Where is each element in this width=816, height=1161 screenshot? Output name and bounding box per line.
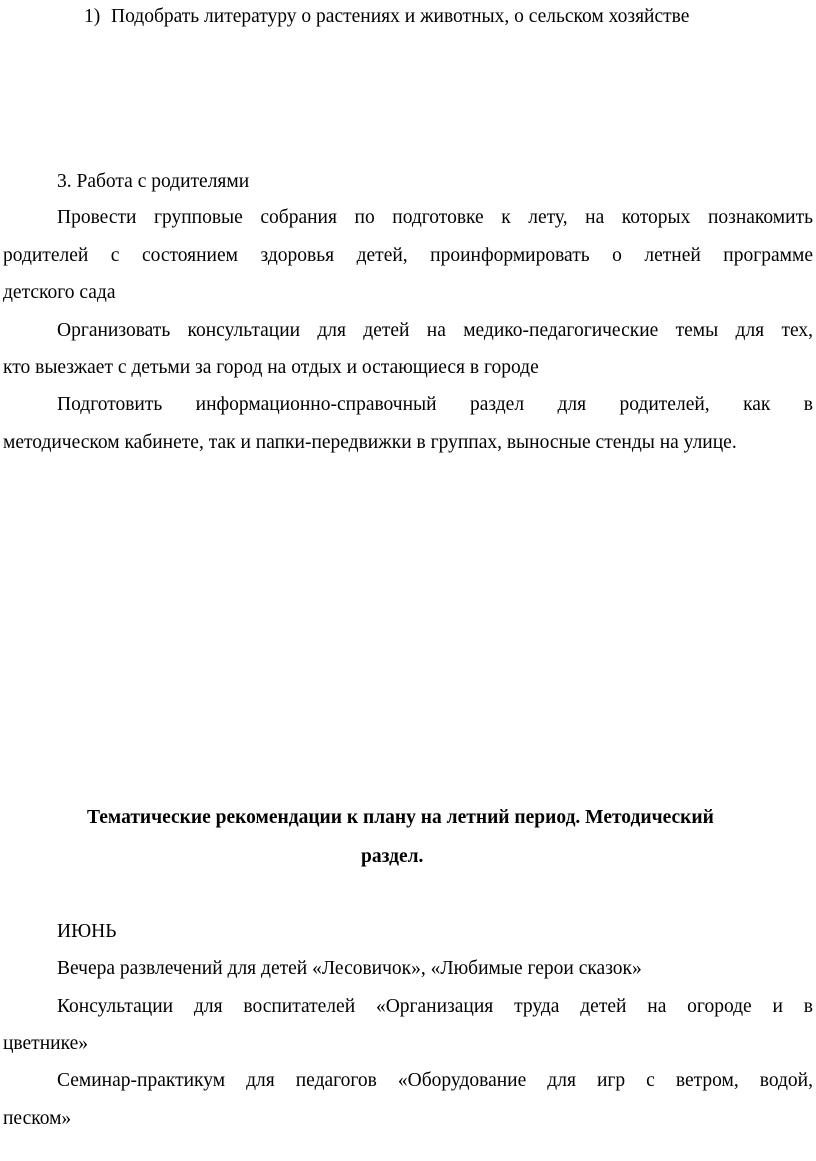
paragraph-line: Консультации для воспитателей «Организация труда детей на огороде и в: [57, 996, 813, 1017]
paragraph-line: детского сада: [3, 282, 116, 303]
paragraph-line: Семинар-практикум для педагогов «Оборудование для игр с ветром, водой,: [57, 1070, 813, 1091]
section-title: Тематические рекомендации к плану на летний период. Методический: [87, 807, 714, 828]
paragraph-line: кто выезжает с детьми за город на отдых и остающиеся в городе: [3, 357, 539, 378]
paragraph-line: Организовать консультации для детей на медико-педагогические темы для тех,: [57, 320, 813, 341]
paragraph-line: цветнике»: [3, 1033, 88, 1054]
month-heading: ИЮНЬ: [57, 921, 117, 942]
list-item-number: 1): [84, 6, 101, 27]
paragraph-line: методическом кабинете, так и папки-передвижки в группах, выносные стенды на улице.: [3, 432, 737, 453]
section-title: раздел.: [361, 846, 424, 867]
paragraph-line: Провести групповые собрания по подготовке к лету, на которых познакомить: [57, 207, 813, 228]
paragraph-line: песком»: [3, 1108, 72, 1129]
list-item-text: Подобрать литературу о растениях и животных, о сельском хозяйстве: [111, 6, 690, 27]
section-heading: 3. Работа с родителями: [57, 171, 250, 192]
paragraph-line: родителей с состоянием здоровья детей, проинформировать о летней программе: [3, 245, 813, 266]
paragraph-line: Вечера развлечений для детей «Лесовичок», «Любимые герои сказок»: [57, 958, 642, 979]
paragraph-line: Подготовить информационно-справочный раздел для родителей, как в: [57, 394, 813, 415]
